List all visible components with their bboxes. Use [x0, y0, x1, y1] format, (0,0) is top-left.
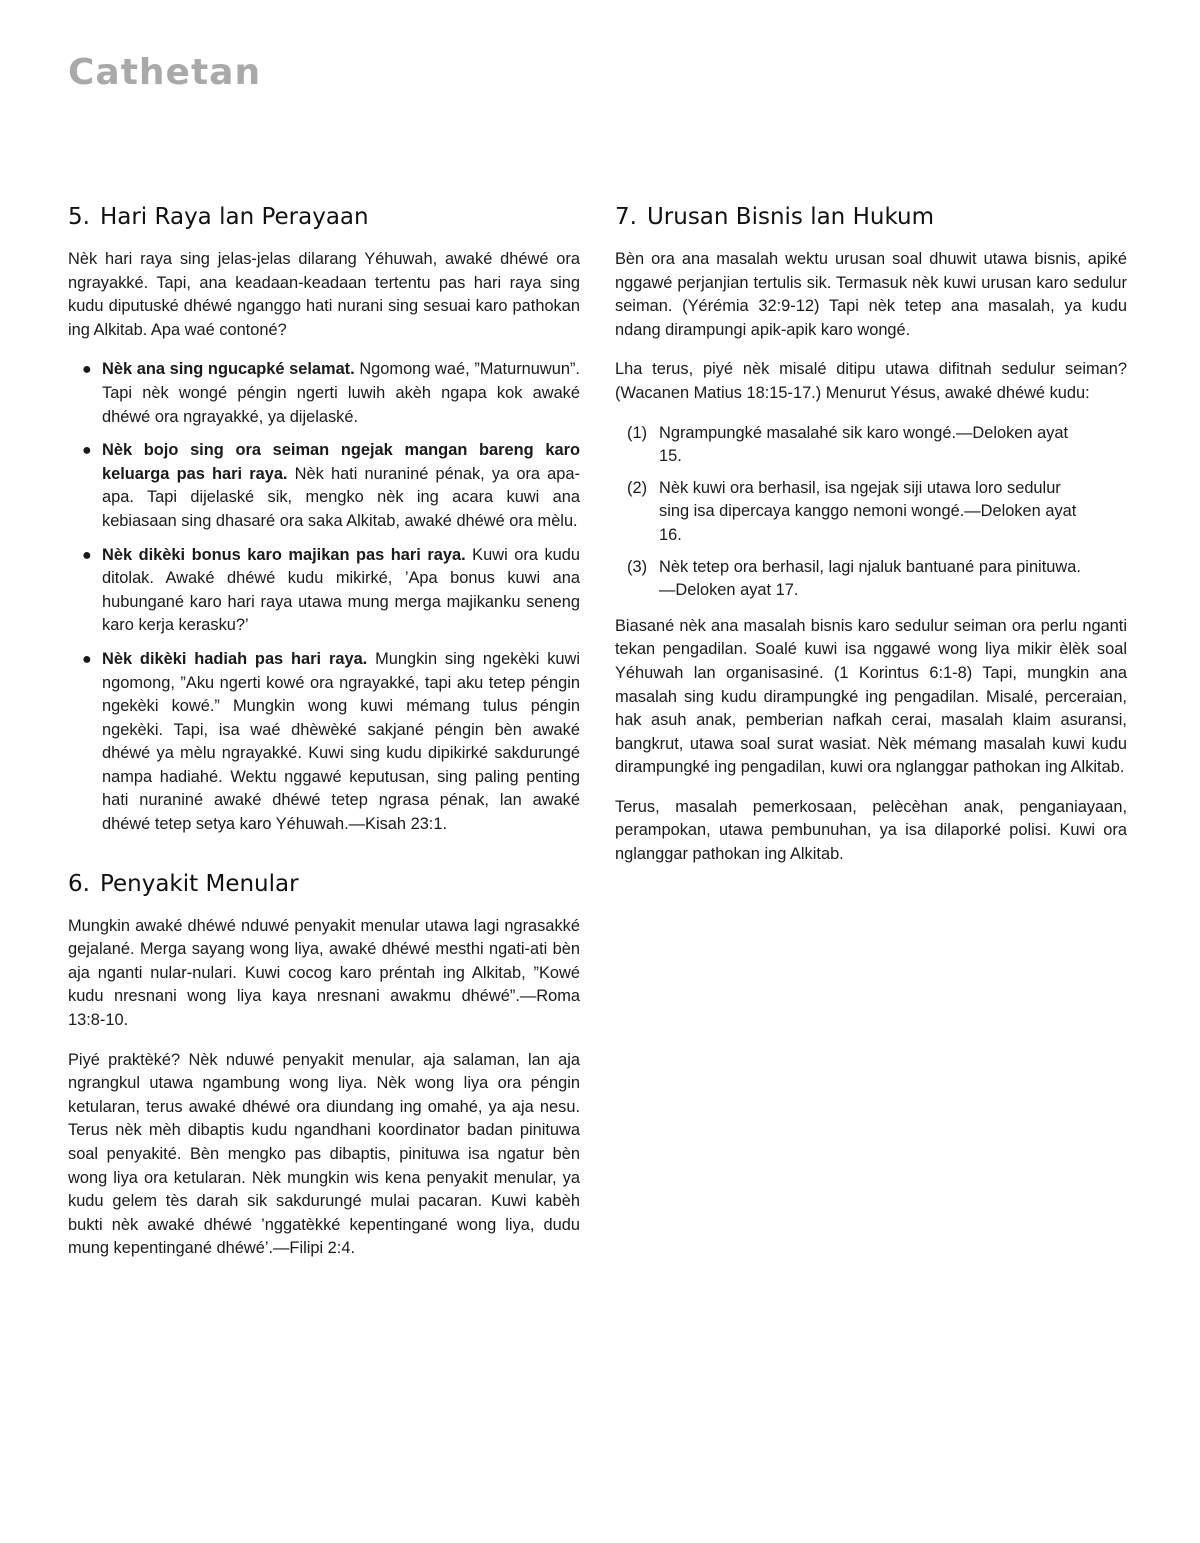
- bullet-lead: Nèk dikèki bonus karo majikan pas hari raya.: [102, 545, 466, 564]
- numbered-list: [615, 422, 1127, 603]
- section-title: Penyakit Menular: [99, 870, 299, 897]
- section-6-paragraph-1: Mungkin awaké dhéwé nduwé penyakit menular utawa lagi ngrasakké gejalané. Merga sayang wong liya, awaké dhéwé mesthi ngati-ati bèn aja nganti nular-nulari. Kuwi cocog karo préntah ing Alkitab, ”Kowé kudu nresnani wong liya kaya nresnani awakmu dhéwé”.—Roma 13:8-10.: [68, 916, 580, 1030]
- section-6-heading: [68, 867, 580, 901]
- item-number: (2): [627, 478, 648, 497]
- bullet-text: Kuwi ora kudu ditolak. Awaké dhéwé kudu mikirké, ’Apa bonus kuwi ana hubungané karo hari raya utawa mung merga majikanku seneng karo kerja kerasku?’: [102, 545, 581, 635]
- bullet-text: Nèk hati nuraniné pénak, ya ora apa-apa. Tapi dijelaské sik, mengko nèk ing acara kuwi ana kebiasaan sing dhasaré ora saka Alkitab, awaké dhéwé ora mèlu.: [102, 464, 580, 530]
- right-column: [615, 200, 1127, 883]
- section-7-paragraph-4: Terus, masalah pemerkosaan, pelècèhan anak, penganiayaan, perampokan, utawa pembunuhan, ya isa dilaporké polisi. Kuwi ora nglanggar pathokan ing Alkitab.: [615, 797, 1127, 864]
- section-5: [68, 200, 580, 837]
- page-title: Cathetan: [68, 52, 262, 93]
- bullet-lead: Nèk bojo sing ora seiman ngejak mangan bareng karo keluarga pas hari raya.: [102, 441, 580, 483]
- bullet-dot-icon: ●: [82, 361, 92, 379]
- bullet-item: [82, 648, 580, 837]
- bullet-item: [82, 544, 580, 638]
- bullet-item: [82, 439, 580, 533]
- numbered-item: [627, 477, 1127, 548]
- section-5-intro: Nèk hari raya sing jelas-jelas dilarang Yéhuwah, awaké dhéwé ora ngrayakké. Tapi, ana keadaan-keadaan tertentu pas hari raya sing kudu diputuské dhéwé nganggo hati nurani sing sesuai karo pathokan ing Alkitab. Apa waé contoné?: [68, 250, 580, 339]
- bullet-list: [68, 358, 580, 836]
- section-7-paragraph-1: Bèn ora ana masalah wektu urusan soal dhuwit utawa bisnis, apiké nggawé perjanjian tertulis sik. Termasuk nèk kuwi urusan karo sedulur seiman. (Yérémia 32:9-12) Tapi nèk tetep ana masalah, ya kudu ndang dirampungi apik-apik karo wongé.: [615, 250, 1127, 339]
- bullet-dot-icon: ●: [82, 650, 92, 668]
- section-6-paragraph-2: Piyé praktèké? Nèk nduwé penyakit menular, aja salaman, lan aja ngrangkul utawa ngambung wong liya. Nèk wong liya ora péngin ketularan, terus awaké dhéwé ora diundang ing omahé, ya aja nesu. Terus nèk mèh dibaptis kudu ngandhani koordinator badan pinituwa soal penyakité. Bèn mengko pas dibaptis, pinituwa isa ngatur bèn wong liya ora ketularan. Nèk mungkin wis kena penyakit menular, ya kudu gelem tès darah sik sakdurungé mulai pacaran. Kuwi kabèh bukti nèk awaké dhéwé ’nggatèkké kepentingané wong liya, dudu mung kepentingané dhéwé’.—Filipi 2:4.: [68, 1050, 580, 1258]
- item-number: (1): [627, 423, 648, 442]
- section-number: 7.: [615, 204, 637, 230]
- section-number: 5.: [68, 204, 90, 230]
- section-title: Urusan Bisnis lan Hukum: [646, 204, 935, 230]
- bullet-lead: Nèk dikèki hadiah pas hari raya.: [102, 649, 368, 668]
- section-5-heading: [68, 200, 580, 234]
- section-7-paragraph-3: Biasané nèk ana masalah bisnis karo sedulur seiman ora perlu nganti tekan pengadilan. Soalé kuwi isa nggawé wong liya mikir èlèk soal Yéhuwah lan organisasiné. (1 Korintus 6:1-8) Tapi, mungkin ana masalah sing kudu dirampungké ing pengadilan. Misalé, perceraian, hak asuh anak, pemberian nafkah cerai, masalah klaim asuransi, bangkrut, utawa soal surat wasiat. Nèk mémang masalah kuwi kudu dirampungké ing pengadilan, kuwi ora nglanggar pathokan ing Alkitab.: [615, 616, 1127, 777]
- bullet-item: [82, 358, 580, 429]
- item-text: Ngrampungké masalahé sik karo wongé.—Deloken ayat 15.: [659, 423, 1069, 466]
- section-title: Hari Raya lan Perayaan: [99, 204, 369, 230]
- bullet-text: Mungkin sing ngekèki kuwi ngomong, ”Aku ngerti kowé ora ngrayakké, tapi aku tetep péngin ngekèki kowé.” Mungkin wong kuwi mémang tulus péngin ngekèki. Tapi, isa waé dhèwèké sakjané péngin bèn awaké dhéwé ya mèlu ngrayakké. Kuwi sing kudu dipikirké sakdurungé nampa hadiahé. Wektu nggawé keputusan, sing paling penting hati nuraniné awaké dhéwé tetep ngrasa pénak, lan awaké dhéwé tetep setya karo Yéhuwah.—Kisah 23:1.: [102, 649, 580, 834]
- item-text: Nèk tetep ora berhasil, lagi njaluk bantuané para pinituwa.—Deloken ayat 17.: [659, 557, 1081, 600]
- section-7-paragraph-2: Lha terus, piyé nèk misalé ditipu utawa difitnah sedulur seiman? (Wacanen Matius 18:15-17.) Menurut Yésus, awaké dhéwé kudu:: [615, 360, 1127, 402]
- item-text: Nèk kuwi ora berhasil, isa ngejak siji utawa loro sedulur sing isa dipercaya kanggo nemoni wongé.—Deloken ayat 16.: [659, 478, 1077, 544]
- item-number: (3): [627, 557, 648, 576]
- bullet-text: Ngomong waé, ”Maturnuwun”. Tapi nèk wongé péngin ngerti luwih akèh ngapa kok awaké dhéwé ora ngrayakké, ya dijelaské.: [102, 360, 580, 426]
- section-7-heading: [615, 200, 1127, 234]
- bullet-dot-icon: ●: [82, 442, 92, 460]
- left-column: [68, 200, 580, 1277]
- section-number: 6.: [68, 870, 90, 897]
- bullet-dot-icon: ●: [82, 546, 92, 564]
- section-6: [68, 867, 580, 1261]
- numbered-item: [627, 556, 1127, 603]
- numbered-item: [627, 422, 1127, 469]
- bullet-lead: Nèk ana sing ngucapké selamat.: [102, 360, 355, 379]
- section-7: [615, 200, 1127, 867]
